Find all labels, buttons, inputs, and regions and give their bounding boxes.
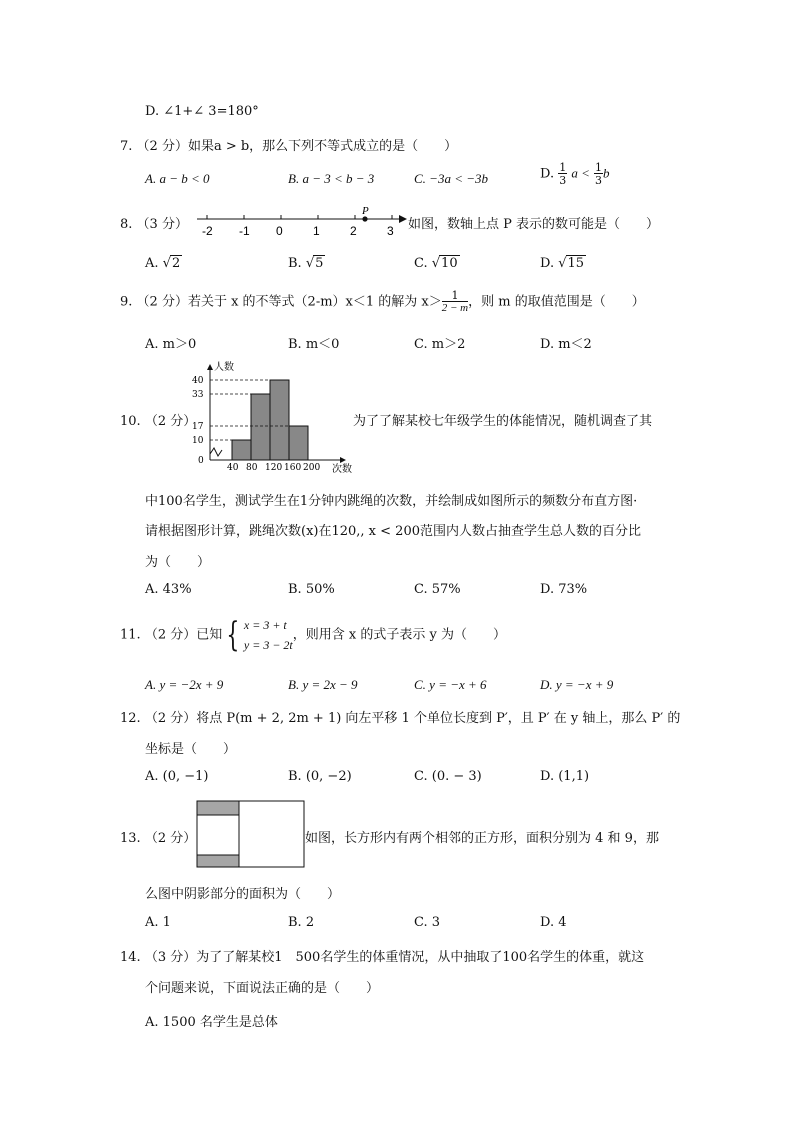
q13-option-d: D. 4 <box>540 915 567 930</box>
question-stem: 如图，数轴上点 P 表示的数可能是（ ） <box>408 217 660 232</box>
question-score: （2 分） <box>144 831 197 846</box>
x-axis-label: 次数 <box>332 464 352 475</box>
q7-option-a: A. a − b < 0 <box>145 171 210 186</box>
question-stem: 为了了解某校七年级学生的体能情况，随机调查了其 <box>353 414 653 429</box>
denominator: 3 <box>595 174 603 187</box>
axis-tick-label: 3 <box>387 224 394 238</box>
axis-tick-label: -2 <box>202 224 213 238</box>
point-p-label: P <box>362 205 369 217</box>
option-label: C. <box>414 256 428 271</box>
y-axis-label: 人数 <box>214 362 234 373</box>
q10-option-d: D. 73% <box>540 582 588 597</box>
q14-option-a: A. 1500 名学生是总体 <box>145 1015 278 1030</box>
q13-option-c: C. 3 <box>414 915 441 930</box>
y-axis-arrow <box>207 364 213 370</box>
question-score: （3 分） <box>144 950 197 965</box>
axis-tick-label: 1 <box>313 224 320 238</box>
radicand: 2 <box>171 256 181 271</box>
q10-option-a: A. 43% <box>145 582 192 597</box>
question-stem-line-2: 个问题来说，下面说法正确的是（ ） <box>145 981 380 996</box>
q11-option-c: C. y = −x + 6 <box>414 677 487 692</box>
question-number: 11. <box>120 627 141 643</box>
question-13-header <box>120 827 196 846</box>
q13-option-a: A. 1 <box>145 915 171 930</box>
question-stem-line-3: 请根据图形计算，跳绳次数(x)在120,, x < 200范围内人数占抽查学生总人数的百分比 <box>145 524 641 539</box>
point-p <box>362 216 367 221</box>
option-label: A. <box>145 256 159 271</box>
q10-option-c: C. 57% <box>414 582 461 597</box>
histogram-bar <box>251 394 270 460</box>
q9-option-c: C. m＞2 <box>414 337 466 352</box>
histogram-bar <box>289 426 308 460</box>
question-stem-line-2: 中100名学生，测试学生在1分钟内跳绳的次数，并绘制成如图所示的频数分布直方图· <box>145 494 638 509</box>
y-tick-label: 10 <box>192 436 204 446</box>
question-number: 8. <box>120 217 133 232</box>
question-8-header <box>120 213 188 232</box>
question-number: 7. <box>120 139 133 154</box>
question-stem: 若关于 x 的不等式（2-m）x＜1 的解为 x＞ <box>187 294 442 310</box>
question-stem: 如图，长方形内有两个相邻的正方形，面积分别为 4 和 9，那 <box>305 831 659 846</box>
question-stem: 如果a > b，那么下列不等式成立的是（ ） <box>187 139 458 154</box>
numerator: 1 <box>595 161 603 174</box>
x-axis-arrow <box>340 457 346 463</box>
x-tick-label: 160 <box>284 463 302 473</box>
shaded-region-bottom <box>197 855 239 867</box>
axis-tick-label: 0 <box>276 224 283 238</box>
equation-1: x = 3 + t <box>243 618 287 632</box>
term: a < <box>571 165 590 181</box>
question-number: 9. <box>120 294 133 310</box>
q8-option-a: A. √2 <box>145 256 181 271</box>
axis-break <box>210 448 222 456</box>
option-label: D. <box>540 256 555 271</box>
histogram-bar <box>270 380 289 460</box>
histogram <box>190 358 360 476</box>
y-tick-label: 17 <box>192 422 204 432</box>
question-14 <box>120 946 644 965</box>
rectangle-squares-figure <box>196 800 306 870</box>
question-10-header <box>120 410 196 429</box>
question-score: （2 分） <box>136 139 188 154</box>
question-11 <box>120 615 506 655</box>
q11-option-d: D. y = −x + 9 <box>540 677 614 692</box>
q7-option-c: C. −3a < −3b <box>414 171 488 186</box>
question-score: （2 分） <box>144 627 197 643</box>
radicand: 5 <box>315 256 324 271</box>
q12-option-a: A. (0, −1) <box>145 769 209 784</box>
y-tick-label: 33 <box>192 390 204 400</box>
q8-option-c: C. √10 <box>414 256 458 271</box>
question-stem: 已知 <box>196 627 223 643</box>
fraction <box>558 162 567 186</box>
question-score: （3 分） <box>136 217 188 232</box>
fraction <box>442 290 468 314</box>
shaded-region-top <box>197 801 239 815</box>
question-stem: 为了了解某校1 500名学生的体重情况，从中抽取了100名学生的体重，就这 <box>196 950 645 965</box>
y-tick-label: 40 <box>192 376 204 386</box>
y-tick-label: 0 <box>198 456 204 466</box>
q10-option-b: B. 50% <box>288 582 335 597</box>
axis-tick-label: 2 <box>350 224 357 238</box>
denominator: 2 − m <box>441 302 469 314</box>
q7-option-d <box>540 162 610 186</box>
q8-option-d: D. √15 <box>540 256 585 271</box>
numerator: 1 <box>559 161 567 174</box>
question-score: （2 分） <box>144 414 197 429</box>
question-stem-line-2: 么图中阴影部分的面积为（ ） <box>145 887 341 902</box>
q6-option-d: D. ∠1+∠ 3=180° <box>145 104 259 119</box>
numerator: 1 <box>442 290 468 302</box>
q12-option-c: C. (0. − 3) <box>414 769 482 784</box>
number-line <box>195 205 410 239</box>
radicand: 15 <box>567 256 585 271</box>
question-12 <box>120 707 680 726</box>
question-stem-end: ，则用含 x 的式子表示 y 为（ ） <box>292 627 506 643</box>
x-tick-label: 80 <box>246 463 258 473</box>
equation-system <box>244 615 293 655</box>
question-score: （2 分） <box>136 294 188 310</box>
option-label: D. <box>540 166 555 182</box>
x-tick-label: 200 <box>303 463 321 473</box>
q11-option-a: A. y = −2x + 9 <box>145 677 224 692</box>
question-stem-line-2: 坐标是（ ） <box>145 742 237 757</box>
q7-option-b: B. a − 3 < b − 3 <box>288 171 375 186</box>
question-number: 10. <box>120 414 141 429</box>
q9-option-a: A. m＞0 <box>145 337 197 352</box>
q12-option-b: B. (0, −2) <box>288 769 352 784</box>
question-number: 13. <box>120 831 141 846</box>
term: b <box>603 165 610 181</box>
q8-option-b: B. √5 <box>288 256 324 271</box>
question-7 <box>120 135 457 154</box>
q9-option-d: D. m＜2 <box>540 337 592 352</box>
question-stem-line-4: 为（ ） <box>145 555 211 570</box>
question-number: 12. <box>120 711 141 726</box>
option-label: B. <box>288 256 302 271</box>
question-number: 14. <box>120 950 141 965</box>
x-tick-label: 120 <box>265 463 283 473</box>
radicand: 10 <box>441 256 458 271</box>
system-brace: { <box>226 615 240 655</box>
q9-option-b: B. m＜0 <box>288 337 340 352</box>
q11-option-b: B. y = 2x − 9 <box>288 677 358 692</box>
question-stem-end: ，则 m 的取值范围是（ ） <box>468 294 645 310</box>
equation-2: y = 3 − 2t <box>243 638 293 652</box>
fraction <box>594 162 603 186</box>
axis-tick-label: -1 <box>239 224 250 238</box>
x-tick-label: 40 <box>227 463 239 473</box>
denominator: 3 <box>559 174 567 187</box>
q12-option-d: D. (1,1) <box>540 769 590 784</box>
question-9 <box>120 290 645 314</box>
histogram-bar <box>232 440 251 460</box>
question-score: （2 分） <box>144 711 197 726</box>
q13-option-b: B. 2 <box>288 915 315 930</box>
question-stem: 将点 P(m + 2, 2m + 1) 向左平移 1 个单位长度到 P′，且 P′ 在 y 轴上，那么 P′ 的 <box>196 711 681 726</box>
